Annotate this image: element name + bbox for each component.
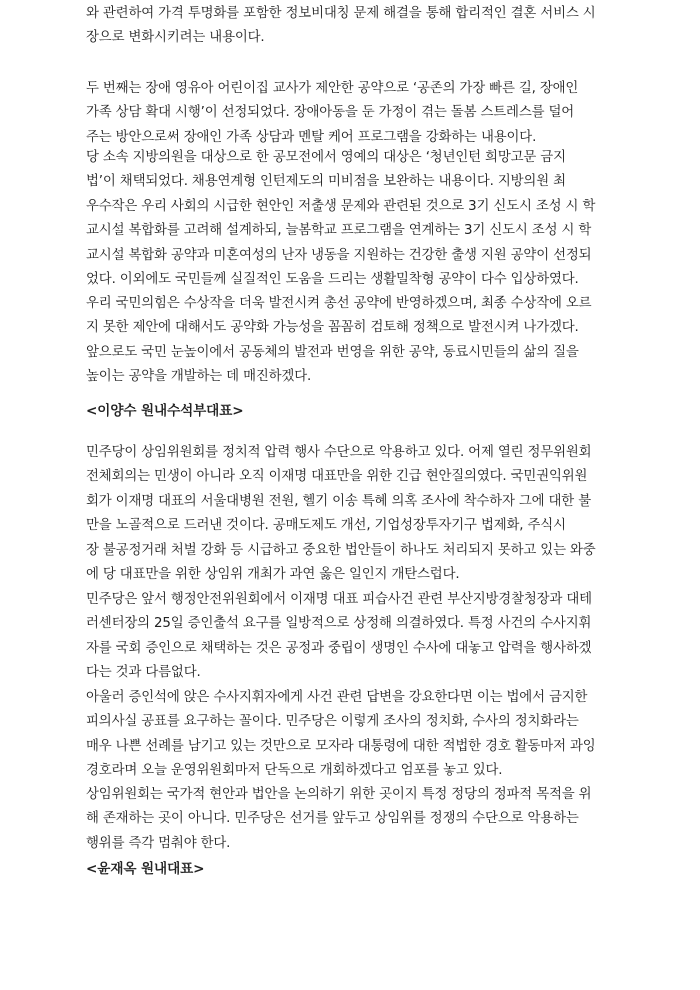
text-line: 주는 방안으로써 장애인 가족 상담과 멘탈 케어 프로그램을 강화하는 내용이다. — [86, 129, 537, 145]
text-line: 민주당은 앞서 행정안전위원회에서 이재명 대표 피습사건 관련 부산지방경찰청장과 대테 — [86, 592, 592, 607]
paragraph-5 — [86, 441, 614, 587]
text-line: 행위를 즉각 멈춰야 한다. — [86, 835, 231, 851]
paragraph-3 — [86, 146, 614, 292]
text-line: 만을 노골적으로 드러낸 것이다. 공매도제도 개선, 기업성장투자기구 법제화, 주식시 — [86, 518, 566, 534]
text-line: 에 당 대표만을 위한 상임위 개최가 과연 옳은 일인지 개탄스럽다. — [86, 566, 460, 582]
text-line: 경호라며 오늘 운영위원회마저 단독으로 개회하겠다고 엄포를 놓고 있다. — [86, 763, 503, 779]
paragraph-8 — [86, 783, 614, 856]
text-line: 장 불공정거래 처벌 강화 등 시급하고 중요한 법안들이 하나도 처리되지 못하고 있는 와중 — [86, 542, 596, 558]
text-line: 해 존재하는 곳이 아니다. 민주당은 선거를 앞두고 상임위를 정쟁의 수단으로 악용하는 — [86, 811, 579, 827]
text-line: 당 소속 지방의원을 대상으로 한 공모전에서 영예의 대상은 ‘청년인턴 희망고문 금지 — [86, 150, 566, 165]
text-line: 민주당이 상임위원회를 정치적 압력 행사 수단으로 악용하고 있다. 어제 열린 정무위원회 — [86, 445, 592, 460]
text-line: 높이는 공약을 개발하는 데 매진하겠다. — [86, 369, 312, 385]
text-line: 가족 상담 확대 시행’이 선정되었다. 장애아동을 둔 가정이 겪는 돌봄 스트레스를 덜어 — [86, 105, 575, 121]
text-line: 상임위원회는 국가적 현안과 법안을 논의하기 위한 곳이지 특정 정당의 정파적 목적을 위 — [86, 787, 592, 802]
paragraph-4 — [86, 292, 614, 390]
text-line: 우수작은 우리 사회의 시급한 현안인 저출생 문제와 관련된 것으로 3기 신도시 조성 시 학 — [86, 198, 596, 214]
text-line: 피의사실 공표를 요구하는 꼴이다. 민주당은 이렇게 조사의 정치화, 수사의 정치화라는 — [86, 714, 579, 730]
text-line: 다는 것과 다름없다. — [86, 665, 201, 681]
paragraph-6 — [86, 588, 614, 686]
text-line: 전체회의는 민생이 아니라 오직 이재명 대표만을 위한 긴급 현안질의였다. 국민권익위원 — [86, 469, 588, 485]
text-line: 었다. 이외에도 국민들께 실질적인 도움을 드리는 생활밀착형 공약이 다수 입상하였다. — [86, 271, 579, 287]
text-line: 우리 국민의힘은 수상작을 더욱 발전시켜 총선 공약에 반영하겠으며, 최종 수상작에 오르 — [86, 296, 592, 311]
section-heading: <이양수 원내수석부대표> — [86, 403, 244, 419]
text-line: 두 번째는 장애 영유아 어린이집 교사가 제안한 공약으로 ‘공존의 가장 빠른 길, 장애인 — [86, 81, 579, 96]
paragraph-1 — [86, 2, 614, 51]
text-line: 법’이 채택되었다. 채용연계형 인턴제도의 미비점을 보완하는 내용이다. 지방의원 최 — [86, 174, 566, 190]
text-line: 교시설 복합화 공약과 미혼여성의 난자 냉동을 지원하는 건강한 출생 지원 공약이 선정되 — [86, 247, 592, 263]
section-heading: <윤재옥 원내대표> — [86, 861, 205, 877]
text-line: 교시설 복합화를 고려해 설계하되, 늘봄학교 프로그램을 연계하는 3기 신도시 조성 시 학 — [86, 223, 592, 239]
text-line: 러센터장의 25일 증인출석 요구를 일방적으로 상정해 의결하였다. 특정 사건의 수사지휘 — [86, 616, 592, 632]
text-line: 자를 국회 증인으로 채택하는 것은 공정과 중립이 생명인 수사에 대놓고 압력을 행사하겠 — [86, 640, 592, 656]
text-line: 장으로 변화시키려는 내용이다. — [86, 30, 265, 46]
paragraph-7 — [86, 686, 614, 784]
text-line: 앞으로도 국민 눈높이에서 공동체의 발전과 번영을 위한 공약, 동료시민들의 삶의 질을 — [86, 344, 579, 360]
text-line: 매우 나쁜 선례를 남기고 있는 것만으로 모자라 대통령에 대한 적법한 경호 활동마저 과잉 — [86, 738, 596, 754]
paragraph-2 — [86, 77, 614, 150]
text-line: 와 관련하여 가격 투명화를 포함한 정보비대칭 문제 해결을 통해 합리적인 결혼 서비스 시 — [86, 6, 596, 21]
text-line: 지 못한 제안에 대해서도 공약화 가능성을 꼼꼼히 검토해 정책으로 발전시켜 나가겠다. — [86, 320, 579, 336]
text-line: 아울러 증인석에 앉은 수사지휘자에게 사건 관련 답변을 강요한다면 이는 법에서 금지한 — [86, 690, 588, 705]
text-line: 회가 이재명 대표의 서울대병원 전원, 헬기 이송 특혜 의혹 조사에 착수하자 그에 대한 불 — [86, 493, 591, 509]
